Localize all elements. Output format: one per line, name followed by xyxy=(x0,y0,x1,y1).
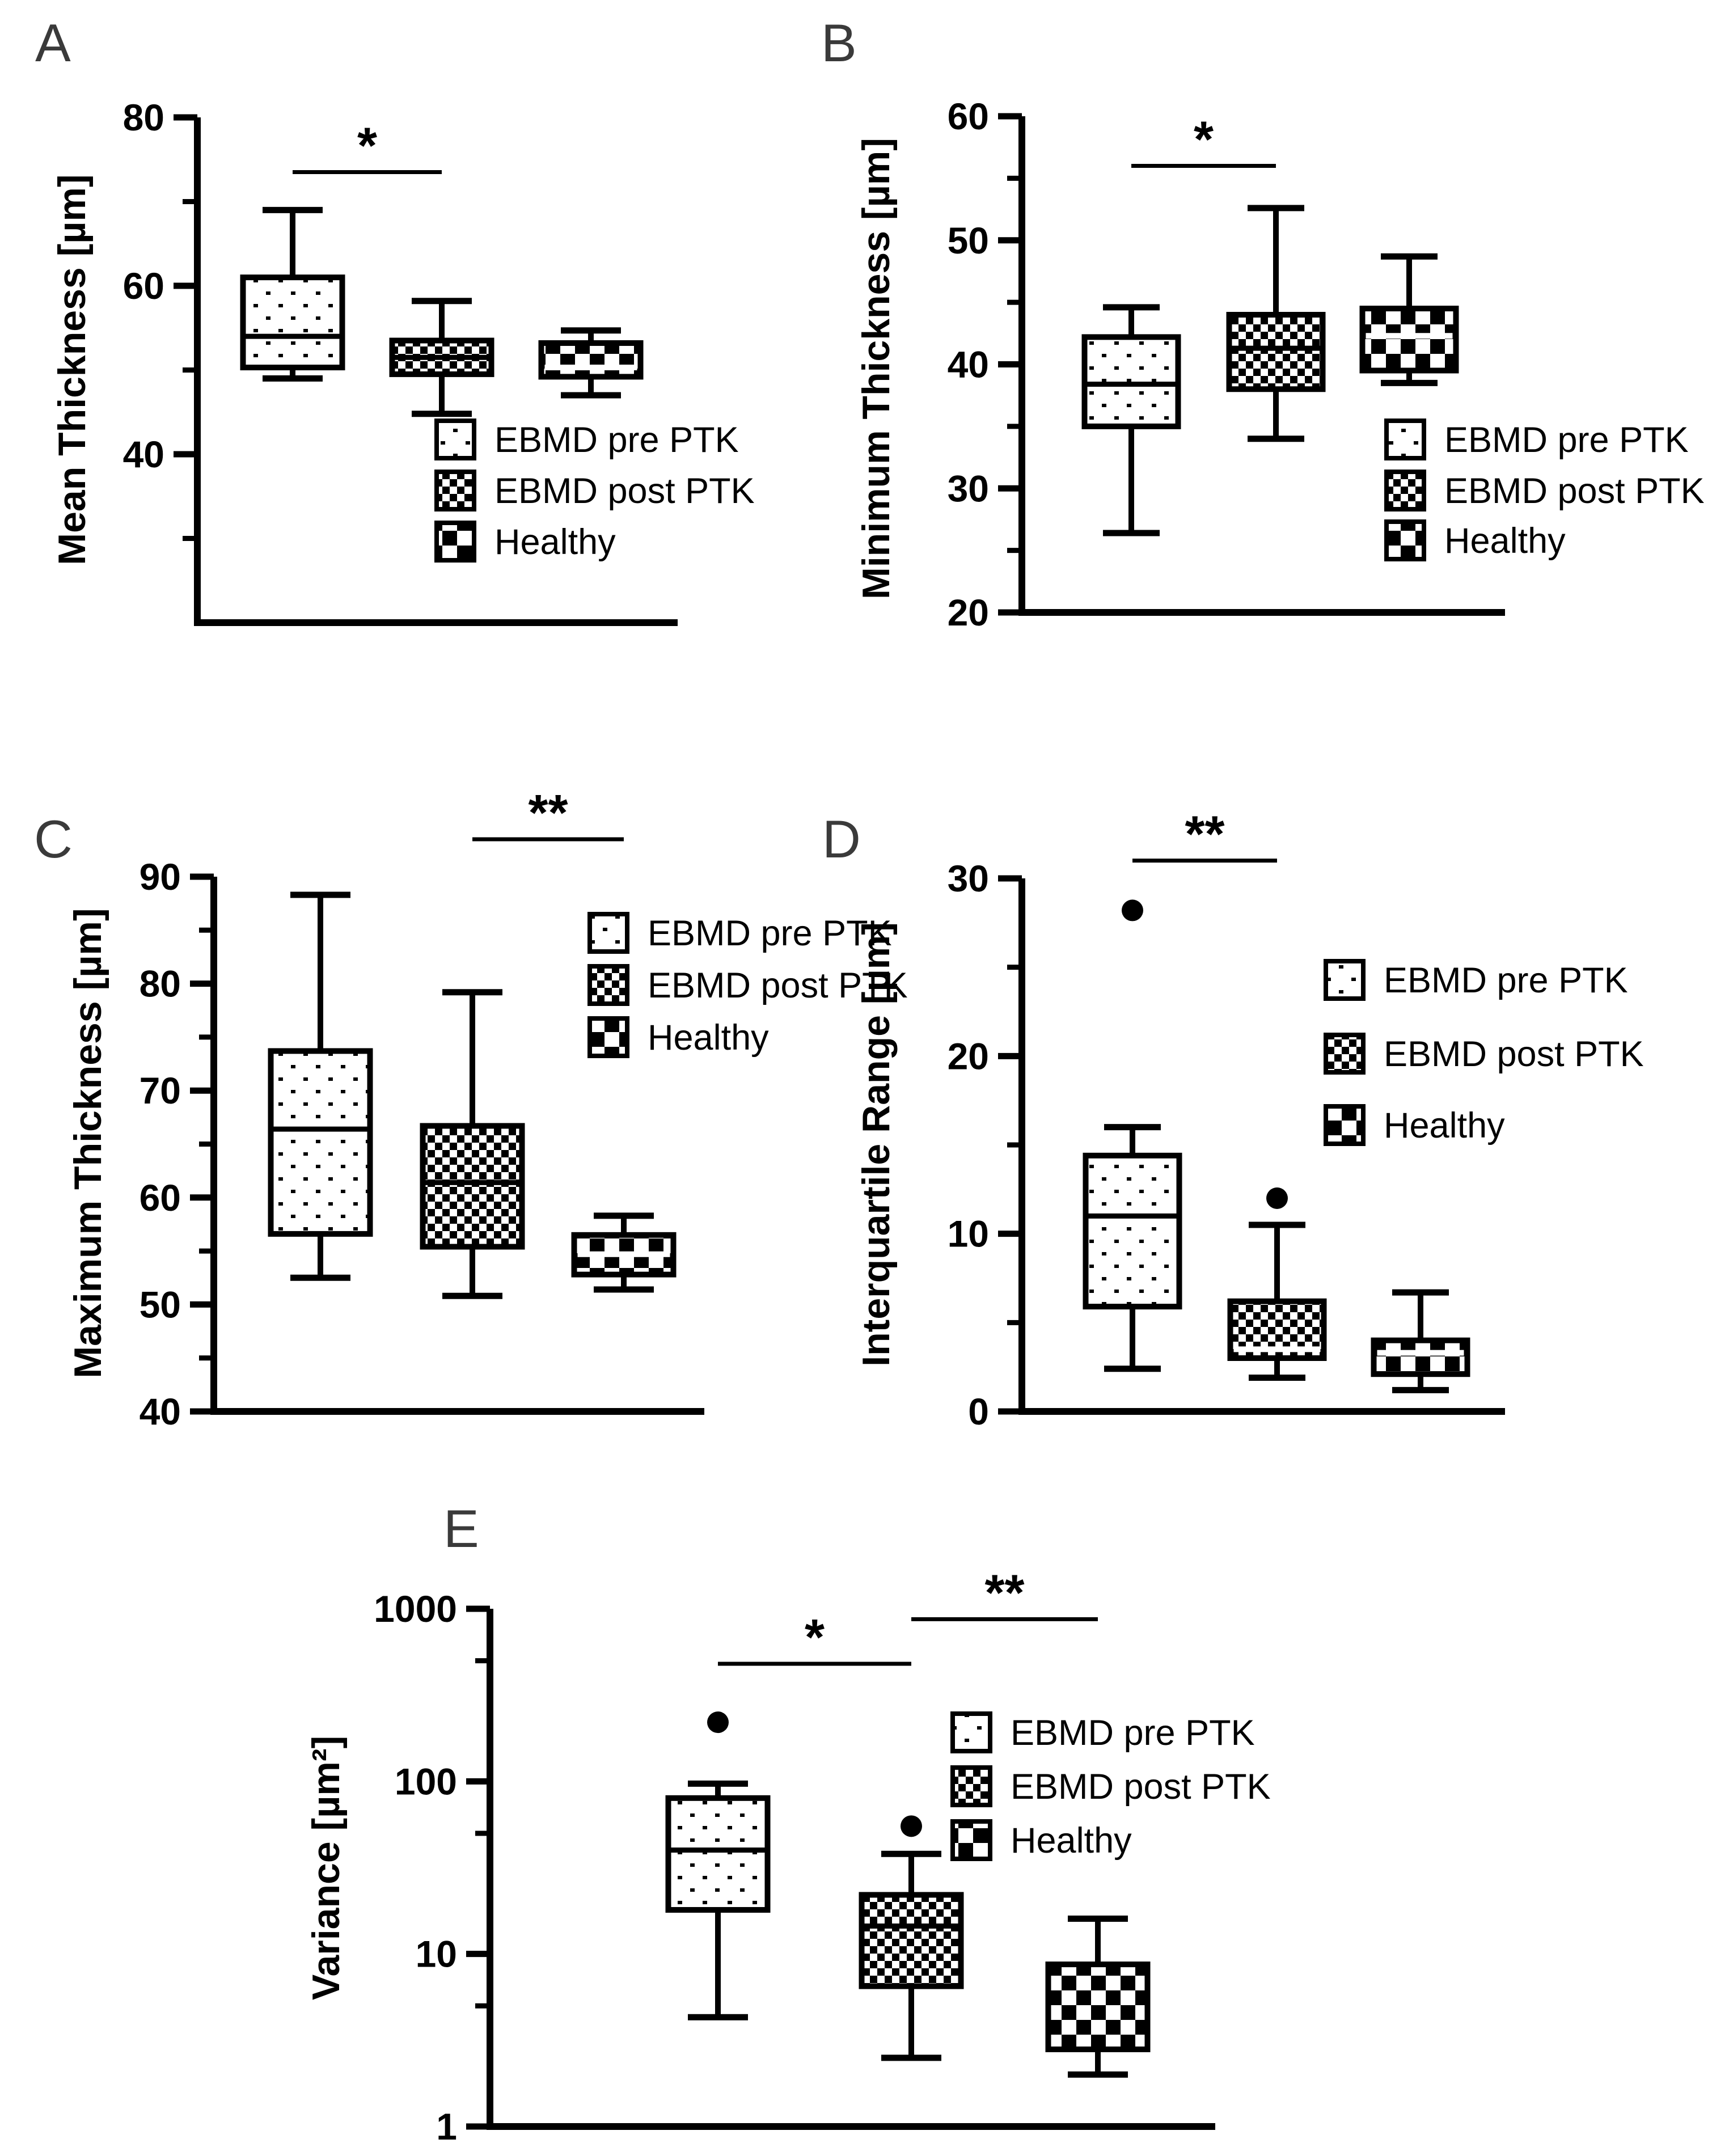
box-group-healthy xyxy=(542,331,641,395)
panel-letter: A xyxy=(35,13,71,73)
legend-swatch xyxy=(437,421,474,458)
legend-swatch xyxy=(953,1714,990,1751)
tick-label: 40 xyxy=(139,1390,181,1432)
box xyxy=(243,277,343,367)
tick-label: 10 xyxy=(947,1212,989,1255)
outlier-dot xyxy=(1266,1187,1288,1209)
tick-label: 50 xyxy=(139,1283,181,1326)
tick-label: 80 xyxy=(122,96,164,138)
tick-label: 0 xyxy=(968,1390,989,1432)
legend-label: Healthy xyxy=(1384,1106,1505,1145)
box-group-pre xyxy=(271,895,370,1278)
legend-swatch xyxy=(437,523,474,560)
box-group-pre xyxy=(243,210,343,378)
box-group-pre xyxy=(1086,899,1180,1368)
box xyxy=(862,1895,961,1986)
y-axis-title: Mean Thickness [µm] xyxy=(50,174,94,565)
significance-stars: ** xyxy=(1185,806,1225,863)
tick-label: 60 xyxy=(122,265,164,307)
tick-label: 60 xyxy=(947,95,989,137)
box xyxy=(1049,1964,1148,2049)
outlier-dot xyxy=(707,1711,729,1733)
box-group-post xyxy=(1231,1187,1324,1377)
box xyxy=(1363,308,1456,370)
tick-label: 20 xyxy=(947,1035,989,1077)
tick-label: 40 xyxy=(947,343,989,386)
legend-label: EBMD post PTK xyxy=(1011,1767,1271,1807)
box-group-post xyxy=(392,301,492,414)
legend-label: Healthy xyxy=(494,522,616,562)
tick-label: 40 xyxy=(122,433,164,475)
box-group-post xyxy=(423,992,522,1296)
box-group-healthy xyxy=(574,1216,674,1290)
box xyxy=(1374,1341,1468,1375)
tick-label: 1000 xyxy=(374,1588,457,1630)
box xyxy=(423,1126,522,1246)
tick-label: 10 xyxy=(415,1933,457,1975)
legend-swatch xyxy=(1386,522,1424,559)
tick-label: 30 xyxy=(947,857,989,899)
y-axis-title: Minimum Thickness [µm] xyxy=(855,138,898,599)
significance-stars: ** xyxy=(528,784,568,842)
box-group-post xyxy=(862,1815,961,2058)
legend-label: EBMD post PTK xyxy=(1384,1034,1644,1074)
box-group-healthy xyxy=(1363,256,1456,383)
legend-swatch xyxy=(1386,421,1424,458)
legend-swatch xyxy=(590,1018,627,1056)
legend-label: EBMD pre PTK xyxy=(648,914,892,953)
legend-label: EBMD post PTK xyxy=(1444,471,1705,511)
legend-swatch xyxy=(590,966,627,1004)
y-axis-title: Interquartile Range [µm] xyxy=(855,922,898,1367)
outlier-dot xyxy=(1122,899,1143,921)
tick-label: 60 xyxy=(139,1176,181,1219)
legend-label: EBMD post PTK xyxy=(648,966,908,1005)
box-group-healthy xyxy=(1374,1292,1468,1390)
legend-label: EBMD pre PTK xyxy=(1384,961,1628,1000)
legend-label: EBMD pre PTK xyxy=(1011,1713,1255,1753)
outlier-dot xyxy=(901,1815,922,1837)
panel-letter: D xyxy=(822,809,861,869)
y-axis-title: Variance [µm²] xyxy=(305,1735,348,2001)
box-group-pre xyxy=(669,1711,768,2017)
legend-swatch xyxy=(590,914,627,952)
panel-d xyxy=(822,806,1644,1432)
tick-label: 20 xyxy=(947,591,989,633)
panel-letter: C xyxy=(34,809,73,869)
legend-swatch xyxy=(437,472,474,509)
tick-label: 100 xyxy=(394,1760,457,1803)
box xyxy=(1086,1156,1180,1307)
tick-label: 90 xyxy=(139,856,181,898)
panel-c xyxy=(34,785,908,1432)
legend-label: EBMD pre PTK xyxy=(494,420,739,460)
significance-stars: * xyxy=(357,117,378,175)
panel-a xyxy=(35,13,755,626)
legend-swatch xyxy=(1326,1035,1363,1072)
box xyxy=(1229,315,1323,389)
legend-swatch xyxy=(1386,472,1424,509)
panel-letter: B xyxy=(821,13,857,73)
box xyxy=(542,343,641,377)
significance-stars: * xyxy=(1193,111,1214,168)
legend-label: Healthy xyxy=(648,1018,769,1058)
y-axis-title: Maximum Thickness [µm] xyxy=(66,908,109,1379)
panel-letter: E xyxy=(443,1499,479,1558)
panel-e xyxy=(305,1499,1271,2147)
panel-b xyxy=(821,13,1705,633)
legend-label: EBMD post PTK xyxy=(494,471,755,511)
tick-label: 1 xyxy=(436,2106,457,2147)
legend-swatch xyxy=(953,1768,990,1805)
legend-label: Healthy xyxy=(1444,521,1566,561)
significance-stars: ** xyxy=(984,1565,1025,1622)
legend-swatch xyxy=(1326,961,1363,999)
legend-label: EBMD pre PTK xyxy=(1444,420,1689,460)
box xyxy=(271,1051,370,1234)
significance-stars: * xyxy=(804,1609,825,1667)
legend-label: Healthy xyxy=(1011,1821,1132,1861)
box-group-healthy xyxy=(1049,1919,1148,2075)
legend-swatch xyxy=(1326,1106,1363,1144)
tick-label: 30 xyxy=(947,467,989,510)
box-group-post xyxy=(1229,208,1323,439)
tick-label: 80 xyxy=(139,962,181,1005)
tick-label: 70 xyxy=(139,1069,181,1112)
box xyxy=(669,1798,768,1910)
legend-swatch xyxy=(953,1821,990,1859)
box-group-pre xyxy=(1085,307,1178,533)
tick-label: 50 xyxy=(947,219,989,261)
